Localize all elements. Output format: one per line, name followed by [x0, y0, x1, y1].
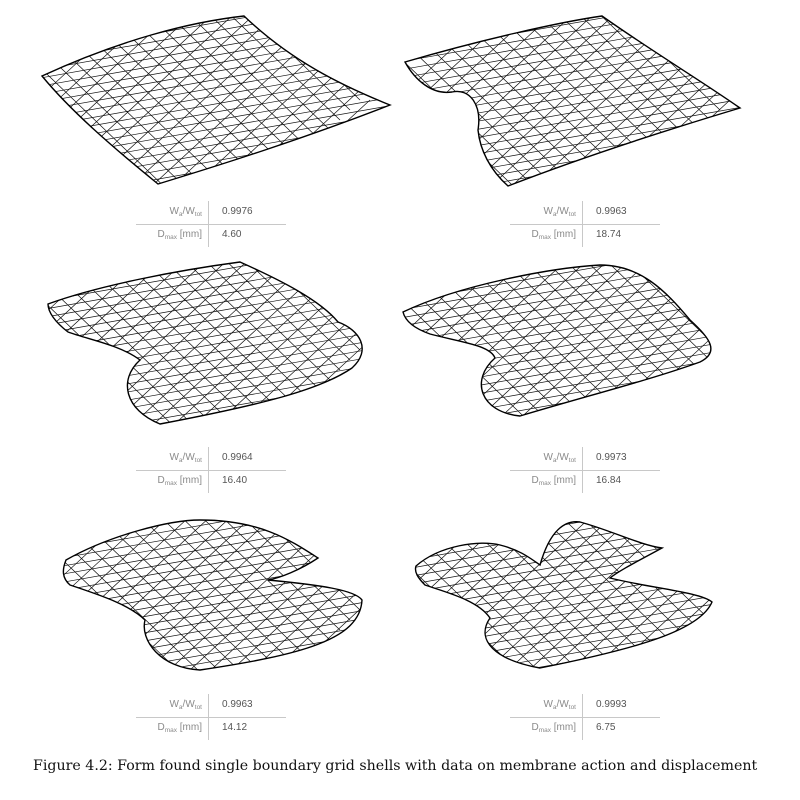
data-table-3 [136, 447, 286, 493]
membrane-action-label: $W_a/W_{tot}$ [169, 452, 202, 464]
membrane-action-row [136, 447, 286, 471]
data-table-5 [136, 694, 286, 740]
displacement-row [510, 470, 660, 493]
displacement-row [510, 224, 660, 247]
membrane-action-value: 0.9976 [222, 206, 253, 217]
displacement-label: $D_{max}$ [mm] [531, 475, 576, 487]
membrane-action-row [510, 201, 660, 225]
membrane-action-label: $W_a/W_{tot}$ [543, 452, 576, 464]
figure-caption: Figure 4.2: Form found single boundary grid shells with data on membrane action and displacement [33, 758, 758, 774]
membrane-action-row [510, 447, 660, 471]
displacement-label: $D_{max}$ [mm] [531, 722, 576, 734]
displacement-label: $D_{max}$ [mm] [157, 475, 202, 487]
displacement-row [510, 717, 660, 740]
membrane-action-value: 0.9973 [596, 452, 627, 463]
membrane-action-row [136, 694, 286, 718]
displacement-row [136, 717, 286, 740]
displacement-row [136, 224, 286, 247]
membrane-action-row [136, 201, 286, 225]
displacement-value: 4.60 [222, 229, 242, 240]
membrane-action-value: 0.9963 [596, 206, 627, 217]
displacement-label: $D_{max}$ [mm] [531, 229, 576, 241]
displacement-value: 16.40 [222, 475, 248, 486]
membrane-action-label: $W_a/W_{tot}$ [543, 206, 576, 218]
data-table-2 [510, 201, 660, 247]
displacement-value: 18.74 [596, 229, 622, 240]
membrane-action-label: $W_a/W_{tot}$ [543, 699, 576, 711]
displacement-label: $D_{max}$ [mm] [157, 722, 202, 734]
membrane-action-label: $W_a/W_{tot}$ [169, 699, 202, 711]
displacement-value: 6.75 [596, 722, 616, 733]
membrane-action-value: 0.9963 [222, 699, 253, 710]
displacement-value: 14.12 [222, 722, 248, 733]
membrane-action-row [510, 694, 660, 718]
displacement-value: 16.84 [596, 475, 622, 486]
displacement-row [136, 470, 286, 493]
data-table-4 [510, 447, 660, 493]
data-table-6 [510, 694, 660, 740]
data-table-1 [136, 201, 286, 247]
displacement-label: $D_{max}$ [mm] [157, 229, 202, 241]
membrane-action-label: $W_a/W_{tot}$ [169, 206, 202, 218]
membrane-action-value: 0.9964 [222, 452, 253, 463]
membrane-action-value: 0.9993 [596, 699, 627, 710]
